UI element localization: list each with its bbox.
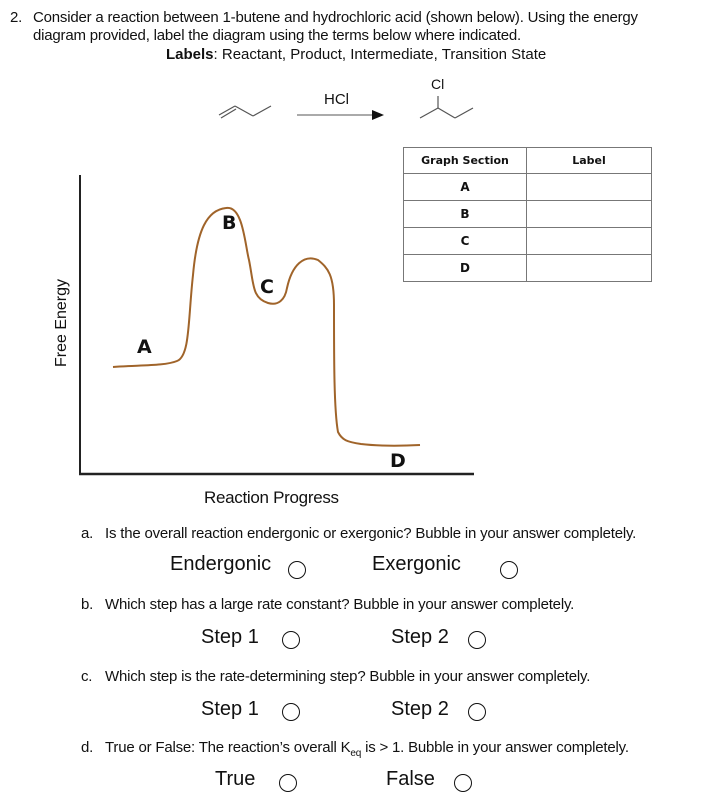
option-c-step2-label: Step 2 bbox=[391, 698, 449, 720]
energy-diagram bbox=[0, 170, 480, 490]
option-c-step2-bubble[interactable] bbox=[468, 703, 486, 721]
subquestion-d-text-after: is > 1. Bubble in your answer completely. bbox=[361, 739, 629, 756]
header-label: Label bbox=[527, 148, 652, 174]
reaction-scheme bbox=[200, 72, 500, 132]
product-chlorine-label: Cl bbox=[431, 76, 445, 92]
energy-curve bbox=[113, 208, 420, 446]
reaction-arrow-icon bbox=[297, 110, 384, 120]
point-label-c: C bbox=[260, 276, 274, 298]
section-cell: B bbox=[404, 201, 527, 228]
reactant-1-butene-structure bbox=[219, 106, 271, 118]
reagent-label: HCl bbox=[324, 91, 349, 108]
question-prompt-line1: Consider a reaction between 1-butene and hydrochloric acid (shown below). Using the energy bbox=[33, 9, 638, 26]
label-cell[interactable] bbox=[527, 255, 652, 282]
section-cell: C bbox=[404, 228, 527, 255]
x-axis-label: Reaction Progress bbox=[204, 488, 339, 507]
subquestion-c-text: Which step is the rate-determining step? Bubble in your answer completely. bbox=[105, 668, 591, 685]
point-label-b: B bbox=[222, 212, 237, 234]
option-b-step2-bubble[interactable] bbox=[468, 631, 486, 649]
product-2-chlorobutane-structure bbox=[420, 96, 473, 118]
subquestion-b-text: Which step has a large rate constant? Bubble in your answer completely. bbox=[105, 596, 575, 613]
point-label-d: D bbox=[390, 450, 406, 472]
label-cell[interactable] bbox=[527, 228, 652, 255]
subquestion-a-letter: a. bbox=[81, 525, 94, 542]
label-cell[interactable] bbox=[527, 201, 652, 228]
labels-line bbox=[166, 46, 546, 63]
subquestion-a-text: Is the overall reaction endergonic or exergonic? Bubble in your answer completely. bbox=[105, 525, 637, 542]
subquestion-d-letter: d. bbox=[81, 739, 94, 756]
labels-list: : Reactant, Product, Intermediate, Transition State bbox=[213, 46, 547, 63]
option-c-step1-bubble[interactable] bbox=[282, 703, 300, 721]
option-b-step1-label: Step 1 bbox=[201, 626, 259, 648]
subquestion-c-letter: c. bbox=[81, 668, 93, 685]
section-cell: D bbox=[404, 255, 527, 282]
y-axis-label: Free Energy bbox=[53, 278, 70, 367]
labels-heading: Labels bbox=[166, 46, 214, 63]
header-graph-section: Graph Section bbox=[404, 148, 527, 174]
question-number: 2. bbox=[10, 9, 23, 26]
option-true-label: True bbox=[215, 768, 256, 790]
option-false-bubble[interactable] bbox=[454, 774, 472, 792]
subquestion-d-text bbox=[105, 739, 629, 763]
keq-subscript: eq bbox=[350, 748, 362, 759]
option-c-step1-label: Step 1 bbox=[201, 698, 259, 720]
subquestion-d-text-before: True or False: The reaction’s overall K bbox=[105, 739, 351, 756]
subquestion-b-letter: b. bbox=[81, 596, 94, 613]
point-label-a: A bbox=[137, 336, 152, 358]
option-endergonic-bubble[interactable] bbox=[288, 561, 306, 579]
option-endergonic-label: Endergonic bbox=[170, 553, 272, 575]
option-false-label: False bbox=[386, 768, 435, 790]
option-true-bubble[interactable] bbox=[279, 774, 297, 792]
section-cell: A bbox=[404, 174, 527, 201]
option-b-step2-label: Step 2 bbox=[391, 626, 449, 648]
question-prompt-line2: diagram provided, label the diagram using the terms below where indicated. bbox=[33, 27, 521, 44]
label-cell[interactable] bbox=[527, 174, 652, 201]
option-b-step1-bubble[interactable] bbox=[282, 631, 300, 649]
option-exergonic-bubble[interactable] bbox=[500, 561, 518, 579]
option-exergonic-label: Exergonic bbox=[372, 553, 461, 575]
